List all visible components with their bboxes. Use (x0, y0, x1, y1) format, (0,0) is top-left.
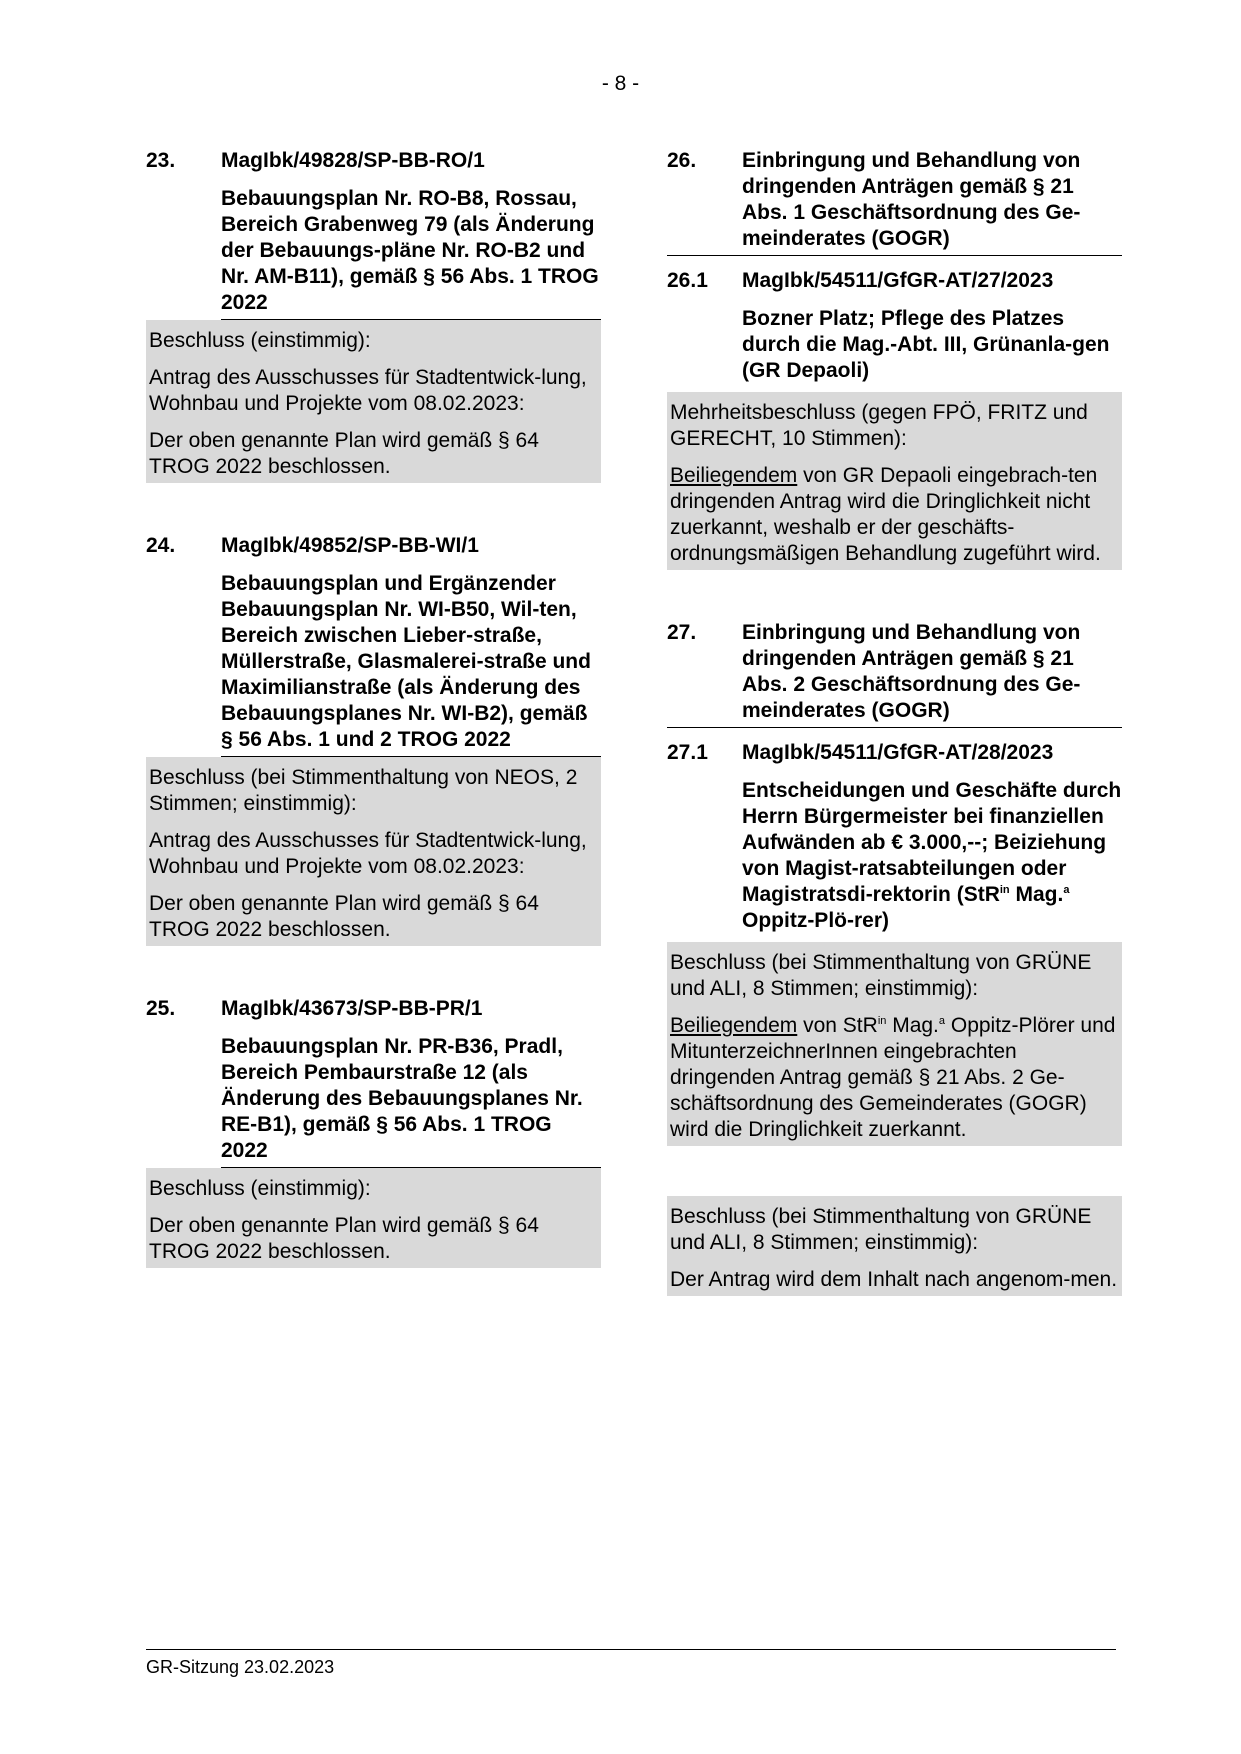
item-subject: Entscheidungen und Geschäfte durch Herrn Bürgermeister bei finanziellen Aufwänden ab € 3.000,--; Beiziehung von Magist-ratsabteilungen oder Magistratsdi-rektorin (StR$^{in}$ Mag.$^a$ Oppitz-Plö-rer) (742, 779, 1122, 932)
item-header (667, 148, 1122, 256)
item-number: 26. (667, 149, 697, 172)
decision-title: Beschluss (bei Stimmenthaltung von GRÜNE und ALI, 8 Stimmen; einstimmig): (670, 951, 1092, 1000)
decision-title: Beschluss (einstimmig): (149, 1177, 371, 1200)
agenda-item-24 (146, 533, 601, 946)
decision-text: Beiliegendem von StR$^{in}$ Mag.$^a$ Oppitz-Plörer und MitunterzeichnerInnen eingebrachten dringenden Antrag gemäß § 21 Abs. 2 Ge-schäftsordnung des Gemeinderates (GOGR) wird die Dringlichkeit zuerkannt. (670, 1014, 1116, 1141)
decision-title: Beschluss (einstimmig): (149, 329, 371, 352)
agenda-item-25 (146, 996, 601, 1268)
decision-box (667, 392, 1122, 570)
decision-text: Der oben genannte Plan wird gemäß § 64 TROG 2022 beschlossen. (149, 429, 539, 478)
decision-box (146, 320, 601, 483)
item-header (146, 533, 601, 559)
agenda-item-23 (146, 148, 601, 483)
item-number: 26.1 (667, 269, 708, 292)
item-number: 27. (667, 621, 697, 644)
decision-text: Beiliegendem von GR Depaoli eingebrach-ten dringenden Antrag wird die Dringlichkeit nicht zuerkannt, weshalb er der geschäfts-ordnungsmäßigen Behandlung zugeführt wird. (670, 464, 1101, 565)
agenda-item-27 (667, 620, 1122, 728)
footer-text: GR-Sitzung 23.02.2023 (146, 1657, 335, 1677)
item-header (667, 620, 1122, 728)
decision-title: Beschluss (bei Stimmenthaltung von NEOS, 2 Stimmen; einstimmig): (149, 766, 578, 815)
left-column (146, 148, 601, 1268)
item-header (146, 996, 601, 1022)
decision-title: Beschluss (bei Stimmenthaltung von GRÜNE und ALI, 8 Stimmen; einstimmig): (670, 1205, 1092, 1254)
item-reference: MagIbk/54511/GfGR-AT/28/2023 (742, 741, 1054, 764)
decision-box (146, 757, 601, 946)
agenda-item-26 (667, 148, 1122, 256)
right-column (667, 148, 1122, 1296)
item-number: 27.1 (667, 741, 708, 764)
item-number: 25. (146, 997, 176, 1020)
item-header (667, 740, 1122, 766)
decision-lead: Beiliegendem (670, 1014, 798, 1037)
item-number: 24. (146, 534, 176, 557)
item-title: Einbringung und Behandlung von dringenden Anträgen gemäß § 21 Abs. 2 Geschäftsordnung des Ge-meinderates (GOGR) (742, 621, 1081, 722)
item-subject: Bebauungsplan Nr. PR-B36, Pradl, Bereich Pembaurstraße 12 (als Änderung des Bebauungsplanes Nr. RE-B1), gemäß § 56 Abs. 1 TROG 2022 (221, 1034, 601, 1168)
decision-text: Der oben genannte Plan wird gemäß § 64 TROG 2022 beschlossen. (149, 892, 539, 941)
item-header (667, 268, 1122, 294)
item-subject: Bozner Platz; Pflege des Platzes durch die Mag.-Abt. III, Grünanla-gen (GR Depaoli) (742, 307, 1110, 382)
decision-text: Antrag des Ausschusses für Stadtentwick-lung, Wohnbau und Projekte vom 08.02.2023: (149, 829, 587, 878)
decision-box (146, 1168, 601, 1268)
item-reference: MagIbk/43673/SP-BB-PR/1 (221, 997, 483, 1020)
item-reference: MagIbk/54511/GfGR-AT/27/2023 (742, 269, 1054, 292)
decision-lead: Beiliegendem (670, 464, 798, 487)
decision-box-2 (667, 1196, 1122, 1296)
item-header (146, 148, 601, 174)
decision-title: Mehrheitsbeschluss (gegen FPÖ, FRITZ und GERECHT, 10 Stimmen): (670, 401, 1088, 450)
item-number: 23. (146, 149, 176, 172)
decision-box (667, 942, 1122, 1146)
agenda-item-27-1 (667, 740, 1122, 1296)
decision-text: Der Antrag wird dem Inhalt nach angenom-men. (670, 1268, 1118, 1291)
decision-text: Antrag des Ausschusses für Stadtentwick-lung, Wohnbau und Projekte vom 08.02.2023: (149, 366, 587, 415)
item-title: Einbringung und Behandlung von dringenden Anträgen gemäß § 21 Abs. 1 Geschäftsordnung des Ge-meinderates (GOGR) (742, 149, 1081, 250)
page-number: - 8 - (601, 72, 640, 95)
item-subject: Bebauungsplan Nr. RO-B8, Rossau, Bereich Grabenweg 79 (als Änderung der Bebauungs-pläne Nr. RO-B2 und Nr. AM-B11), gemäß § 56 Abs. 1 TROG 2022 (221, 186, 601, 320)
item-subject: Bebauungsplan und Ergänzender Bebauungsplan Nr. WI-B50, Wil-ten, Bereich zwischen Lieber-straße, Müllerstraße, Glasmalerei-straße und Maximilianstraße (als Änderung des Bebauungsplanes Nr. WI-B2), gemäß § 56 Abs. 1 und 2 TROG 2022 (221, 571, 601, 757)
decision-text: Der oben genannte Plan wird gemäß § 64 TROG 2022 beschlossen. (149, 1214, 539, 1263)
agenda-item-26-1 (667, 268, 1122, 570)
item-reference: MagIbk/49852/SP-BB-WI/1 (221, 534, 479, 557)
item-reference: MagIbk/49828/SP-BB-RO/1 (221, 149, 485, 172)
footer-divider (146, 1649, 1116, 1650)
